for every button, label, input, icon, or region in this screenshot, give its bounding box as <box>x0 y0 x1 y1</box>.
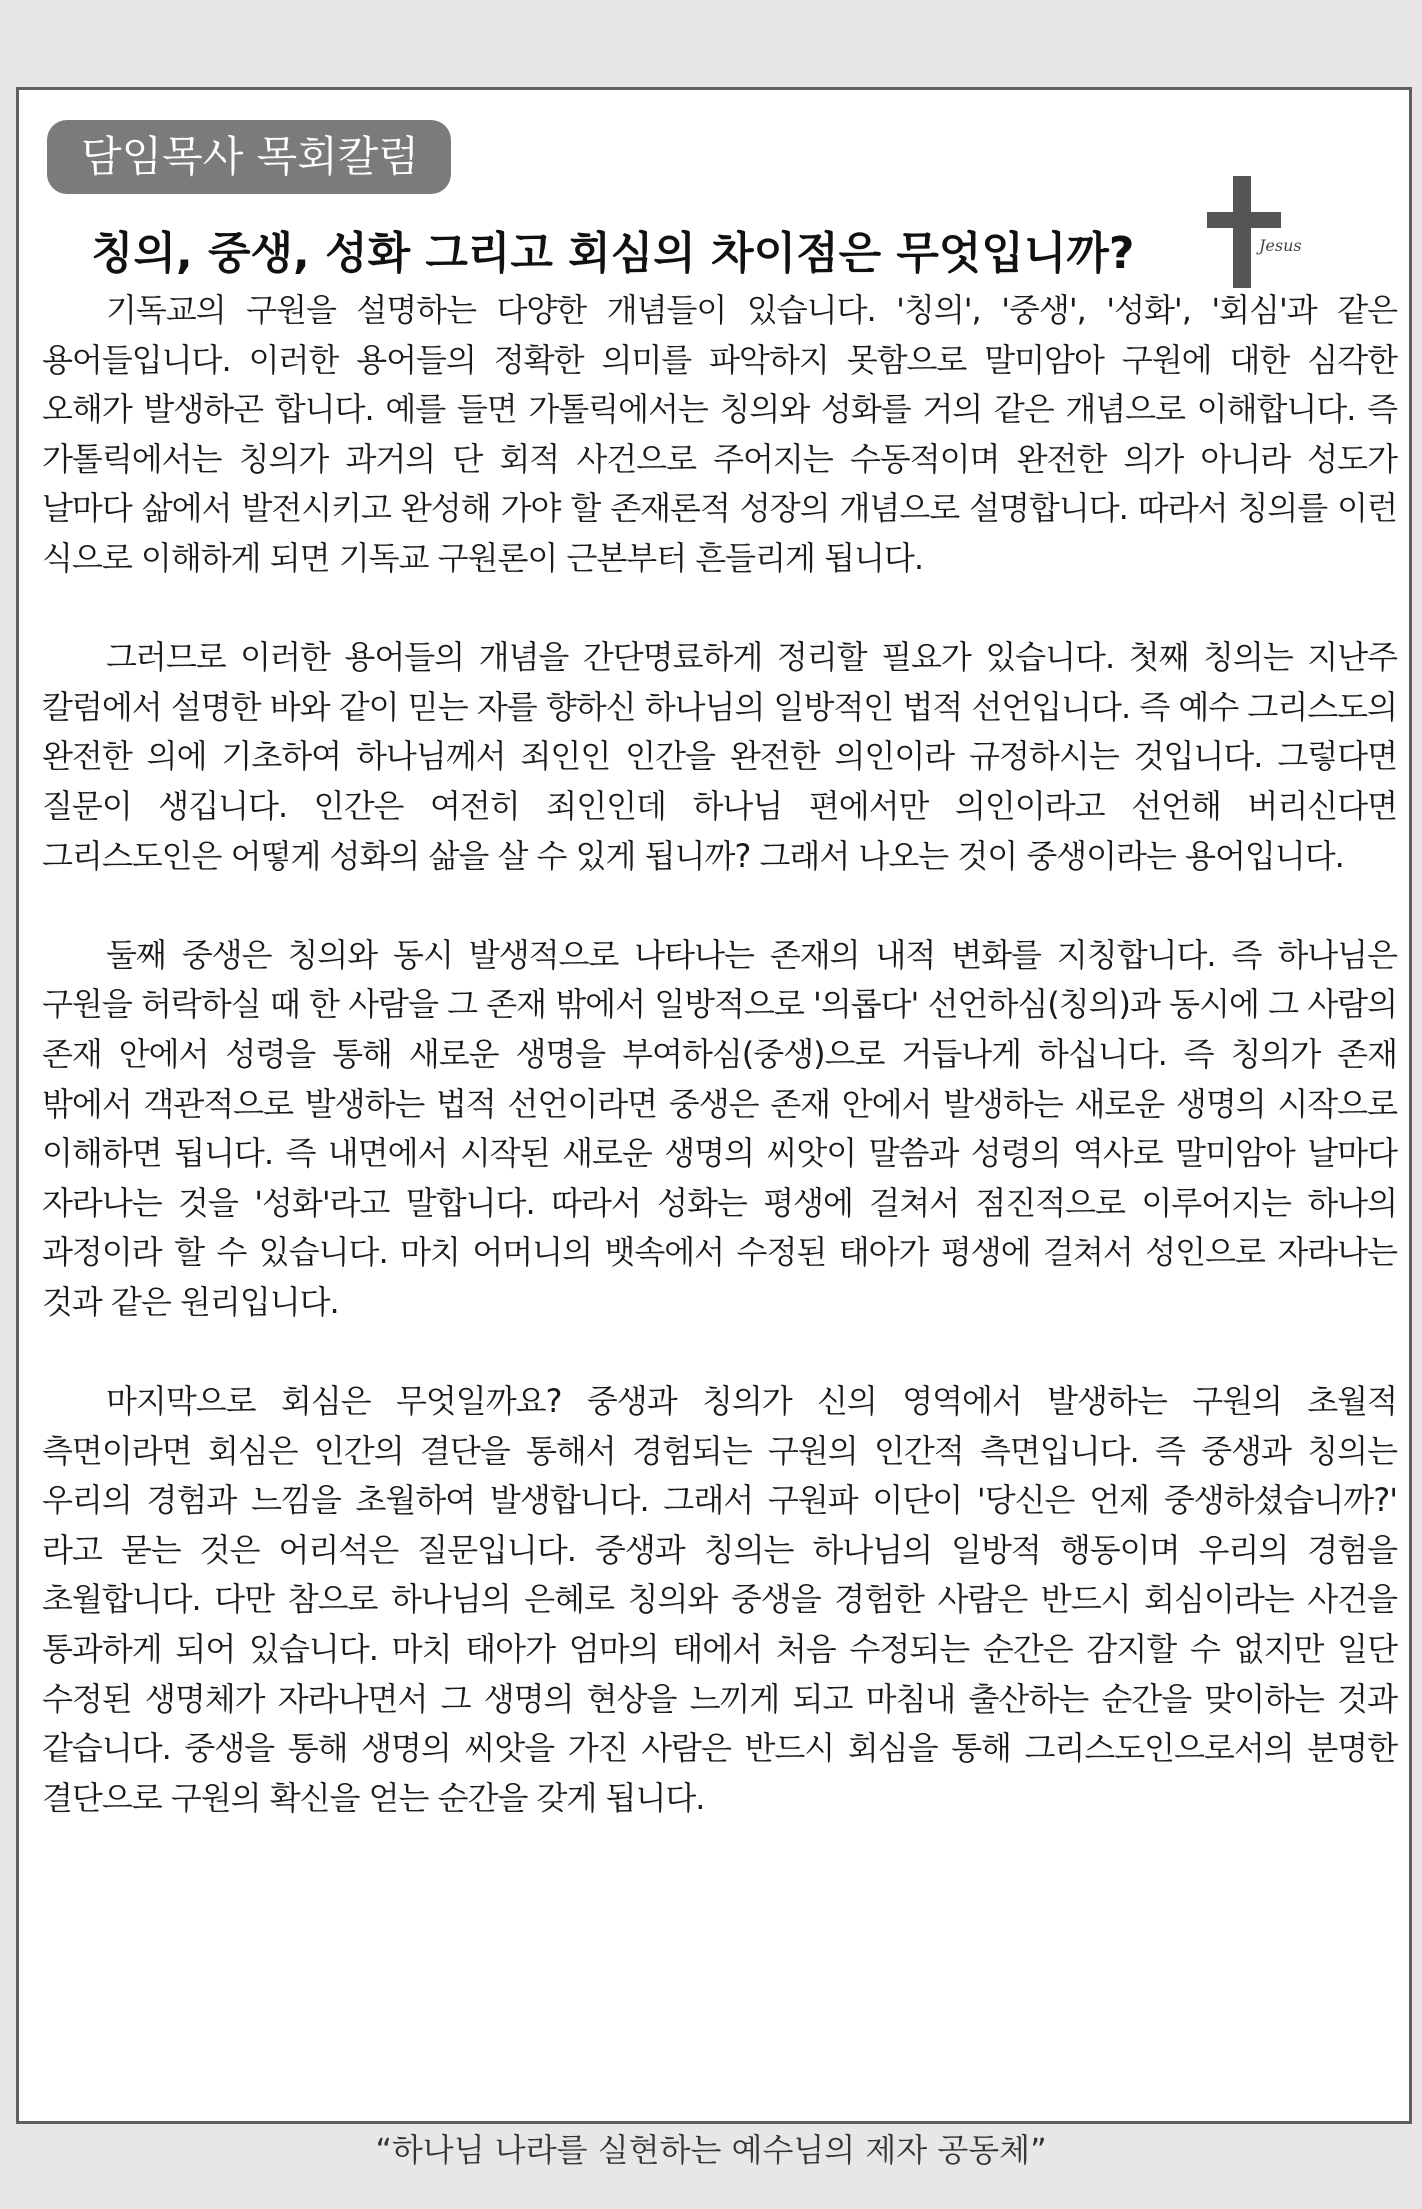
column-body <box>42 286 1397 1823</box>
cross-emblem-text: Jesus <box>1259 236 1302 255</box>
paragraph-2: 그러므로 이러한 용어들의 개념을 간단명료하게 정리할 필요가 있습니다. 첫째 칭의는 지난주 칼럼에서 설명한 바와 같이 믿는 자를 향하신 하나님의 일방적인 법적 선언입니다. 즉 예수 그리스도의 완전한 의에 기초하여 하나님께서 죄인인 인간을 완전한 의인이라 규정하시는 것입니다. 그렇다면 질문이 생깁니다. 인간은 여전히 죄인인데 하나님 편에서만 의인이라고 선언해 버리신다면 그리스도인은 어떻게 성화의 삶을 살 수 있게 됩니까? 그래서 나오는 것이 중생이라는 용어입니다. <box>42 638 1397 875</box>
cross-vertical-bar <box>1233 176 1251 288</box>
paragraph-4: 마지막으로 회심은 무엇일까요? 중생과 칭의가 신의 영역에서 발생하는 구원의 초월적 측면이라면 회심은 인간의 결단을 통해서 경험되는 구원의 인간적 측면입니다. 즉 중생과 칭의는 우리의 경험과 느낌을 초월하여 발생합니다. 그래서 구원파 이단이 '당신은 언제 중생하셨습니까?' 라고 묻는 것은 어리석은 질문입니다. 중생과 칭의는 하나님의 일방적 행동이며 우리의 경험을 초월합니다. 다만 참으로 하나님의 은혜로 칭의와 중생을 경험한 사람은 반드시 회심이라는 사건을 통과하게 되어 있습니다. 마치 태아가 엄마의 태에서 처음 수정되는 순간은 감지할 수 없지만 일단 수정된 생명체가 자라나면서 그 생명의 현상을 느끼게 되고 마침내 출산하는 순간을 맞이하는 것과 같습니다. 중생을 통해 생명의 씨앗을 가진 사람은 반드시 회심을 통해 그리스도인으로서의 분명한 결단으로 구원의 확신을 얻는 순간을 갖게 됩니다. <box>42 1382 1397 1817</box>
column-title: 칭의, 중생, 성화 그리고 회심의 차이점은 무엇입니까? <box>91 228 1135 279</box>
footer-motto: “하나님 나라를 실현하는 예수님의 제자 공동체” <box>375 2131 1047 2169</box>
cross-icon <box>1207 166 1317 296</box>
category-label: 담임목사 목회칼럼 <box>47 120 451 194</box>
paragraph-3: 둘째 중생은 칭의와 동시 발생적으로 나타나는 존재의 내적 변화를 지칭합니다. 즉 하나님은 구원을 허락하실 때 한 사람을 그 존재 밖에서 일방적으로 '의롭다' 선언하심(칭의)과 동시에 그 사람의 존재 안에서 성령을 통해 새로운 생명을 부여하심(중생)으로 거듭나게 하십니다. 즉 칭의가 존재 밖에서 객관적으로 발생하는 법적 선언이라면 중생은 존재 안에서 발생하는 새로운 생명의 시작으로 이해하면 됩니다. 즉 내면에서 시작된 새로운 생명의 씨앗이 말씀과 성령의 역사로 말미암아 날마다 자라나는 것을 '성화'라고 말합니다. 따라서 성화는 평생에 걸쳐서 점진적으로 이루어지는 하나의 과정이라 할 수 있습니다. 마치 어머니의 뱃속에서 수정된 태아가 평생에 걸쳐서 성인으로 자라나는 것과 같은 원리입니다. <box>42 935 1397 1321</box>
paragraph-1: 기독교의 구원을 설명하는 다양한 개념들이 있습니다. '칭의', '중생', '성화', '회심'과 같은 용어들입니다. 이러한 용어들의 정확한 의미를 파악하지 못함으로 말미암아 구원에 대한 심각한 오해가 발생하곤 합니다. 예를 들면 가톨릭에서는 칭의와 성화를 거의 같은 개념으로 이해합니다. 즉 가톨릭에서는 칭의가 과거의 단 회적 사건으로 주어지는 수동적이며 완전한 의가 아니라 성도가 날마다 삶에서 발전시키고 완성해 가야 할 존재론적 성장의 개념으로 설명합니다. 따라서 칭의를 이런 식으로 이해하게 되면 기독교 구원론이 근본부터 흔들리게 됩니다. <box>42 291 1397 577</box>
cross-horizontal-bar <box>1207 212 1281 228</box>
column-page <box>16 87 1412 2124</box>
